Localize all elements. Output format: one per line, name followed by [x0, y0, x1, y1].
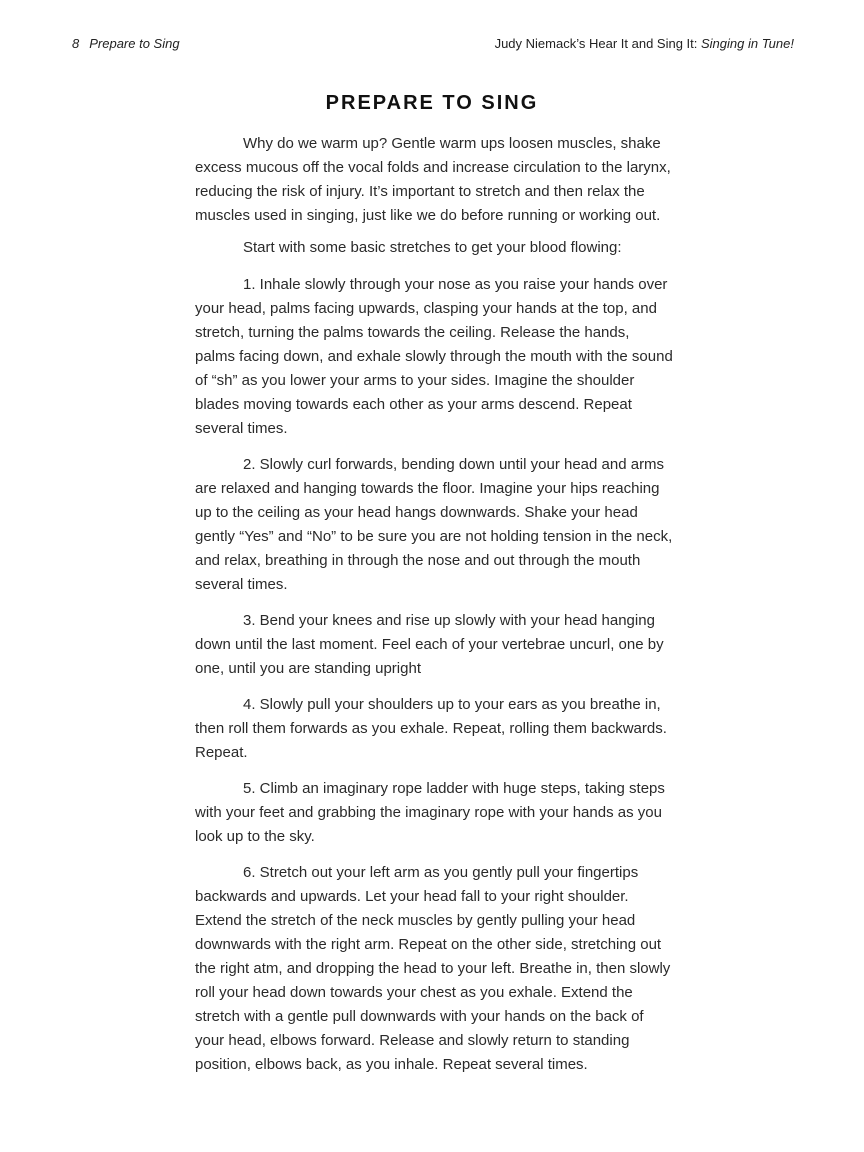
book-title: Judy Niemack’s Hear It and Sing It: [494, 36, 701, 51]
section-title: Prepare to Sing [89, 36, 180, 51]
intro-paragraph: Why do we warm up? Gentle warm ups loosen muscles, shake excess mucous off the vocal folds and increase circulation to the larynx, reducing the risk of injury. It’s important to stretch and then relax the muscles used in singing, just like we do before running or working out. [195, 135, 671, 224]
page-number: 8 [72, 36, 80, 51]
stretch-item-1: 1. Inhale slowly through your nose as you raise your hands over your head, palms facing upwards, clasping your hands at the top, and stretch, turning the palms towards the ceiling. Release the hands, palms facing down, and exhale slowly through the mouth with the sound of “sh” as you lower your arms to your sides. Imagine the shoulder blades moving towards each other as your arms descend. Repeat several times. [195, 276, 673, 437]
intro-lead-in: Start with some basic stretches to get your blood flowing: [243, 239, 622, 256]
page-title: PREPARE TO SING [325, 92, 539, 114]
body-text [195, 132, 673, 1089]
stretch-item-4: 4. Slowly pull your shoulders up to your ears as you breathe in, then roll them forwards as you exhale. Repeat, rolling them backwards. Repeat. [195, 696, 667, 761]
stretch-item-6: 6. Stretch out your left arm as you gently pull your fingertips backwards and upwards. Let your head fall to your right shoulder. Extend the stretch of the neck muscles by gently pulling your head downwards with the right arm. Repeat on the other side, stretching out the right atm, and dropping the head to your left. Breathe in, then slowly roll your head down towards your chest as you exhale. Extend the stretch with a gentle pull downwards with your hands on the back of your head, elbows forward. Release and slowly return to standing position, elbows back, as you inhale. Repeat several times. [195, 864, 671, 1073]
stretch-item-5: 5. Climb an imaginary rope ladder with huge steps, taking steps with your feet and grabbing the imaginary rope with your hands as you look up to the sky. [195, 780, 665, 845]
stretch-item-2: 2. Slowly curl forwards, bending down until your head and arms are relaxed and hanging towards the floor. Imagine your hips reaching up to the ceiling as your head hangs downwards. Shake your head gently “Yes” and “No” to be sure you are not holding tension in the neck, and relax, breathing in through the nose and out through the mouth several times. [195, 456, 673, 593]
running-head-right [495, 36, 794, 51]
running-head-left [72, 36, 180, 51]
book-subtitle: Singing in Tune! [701, 36, 794, 51]
stretch-item-3: 3. Bend your knees and rise up slowly with your head hanging down until the last moment. Feel each of your vertebrae uncurl, one by one, until you are standing upright [195, 612, 664, 677]
running-head [72, 36, 794, 56]
